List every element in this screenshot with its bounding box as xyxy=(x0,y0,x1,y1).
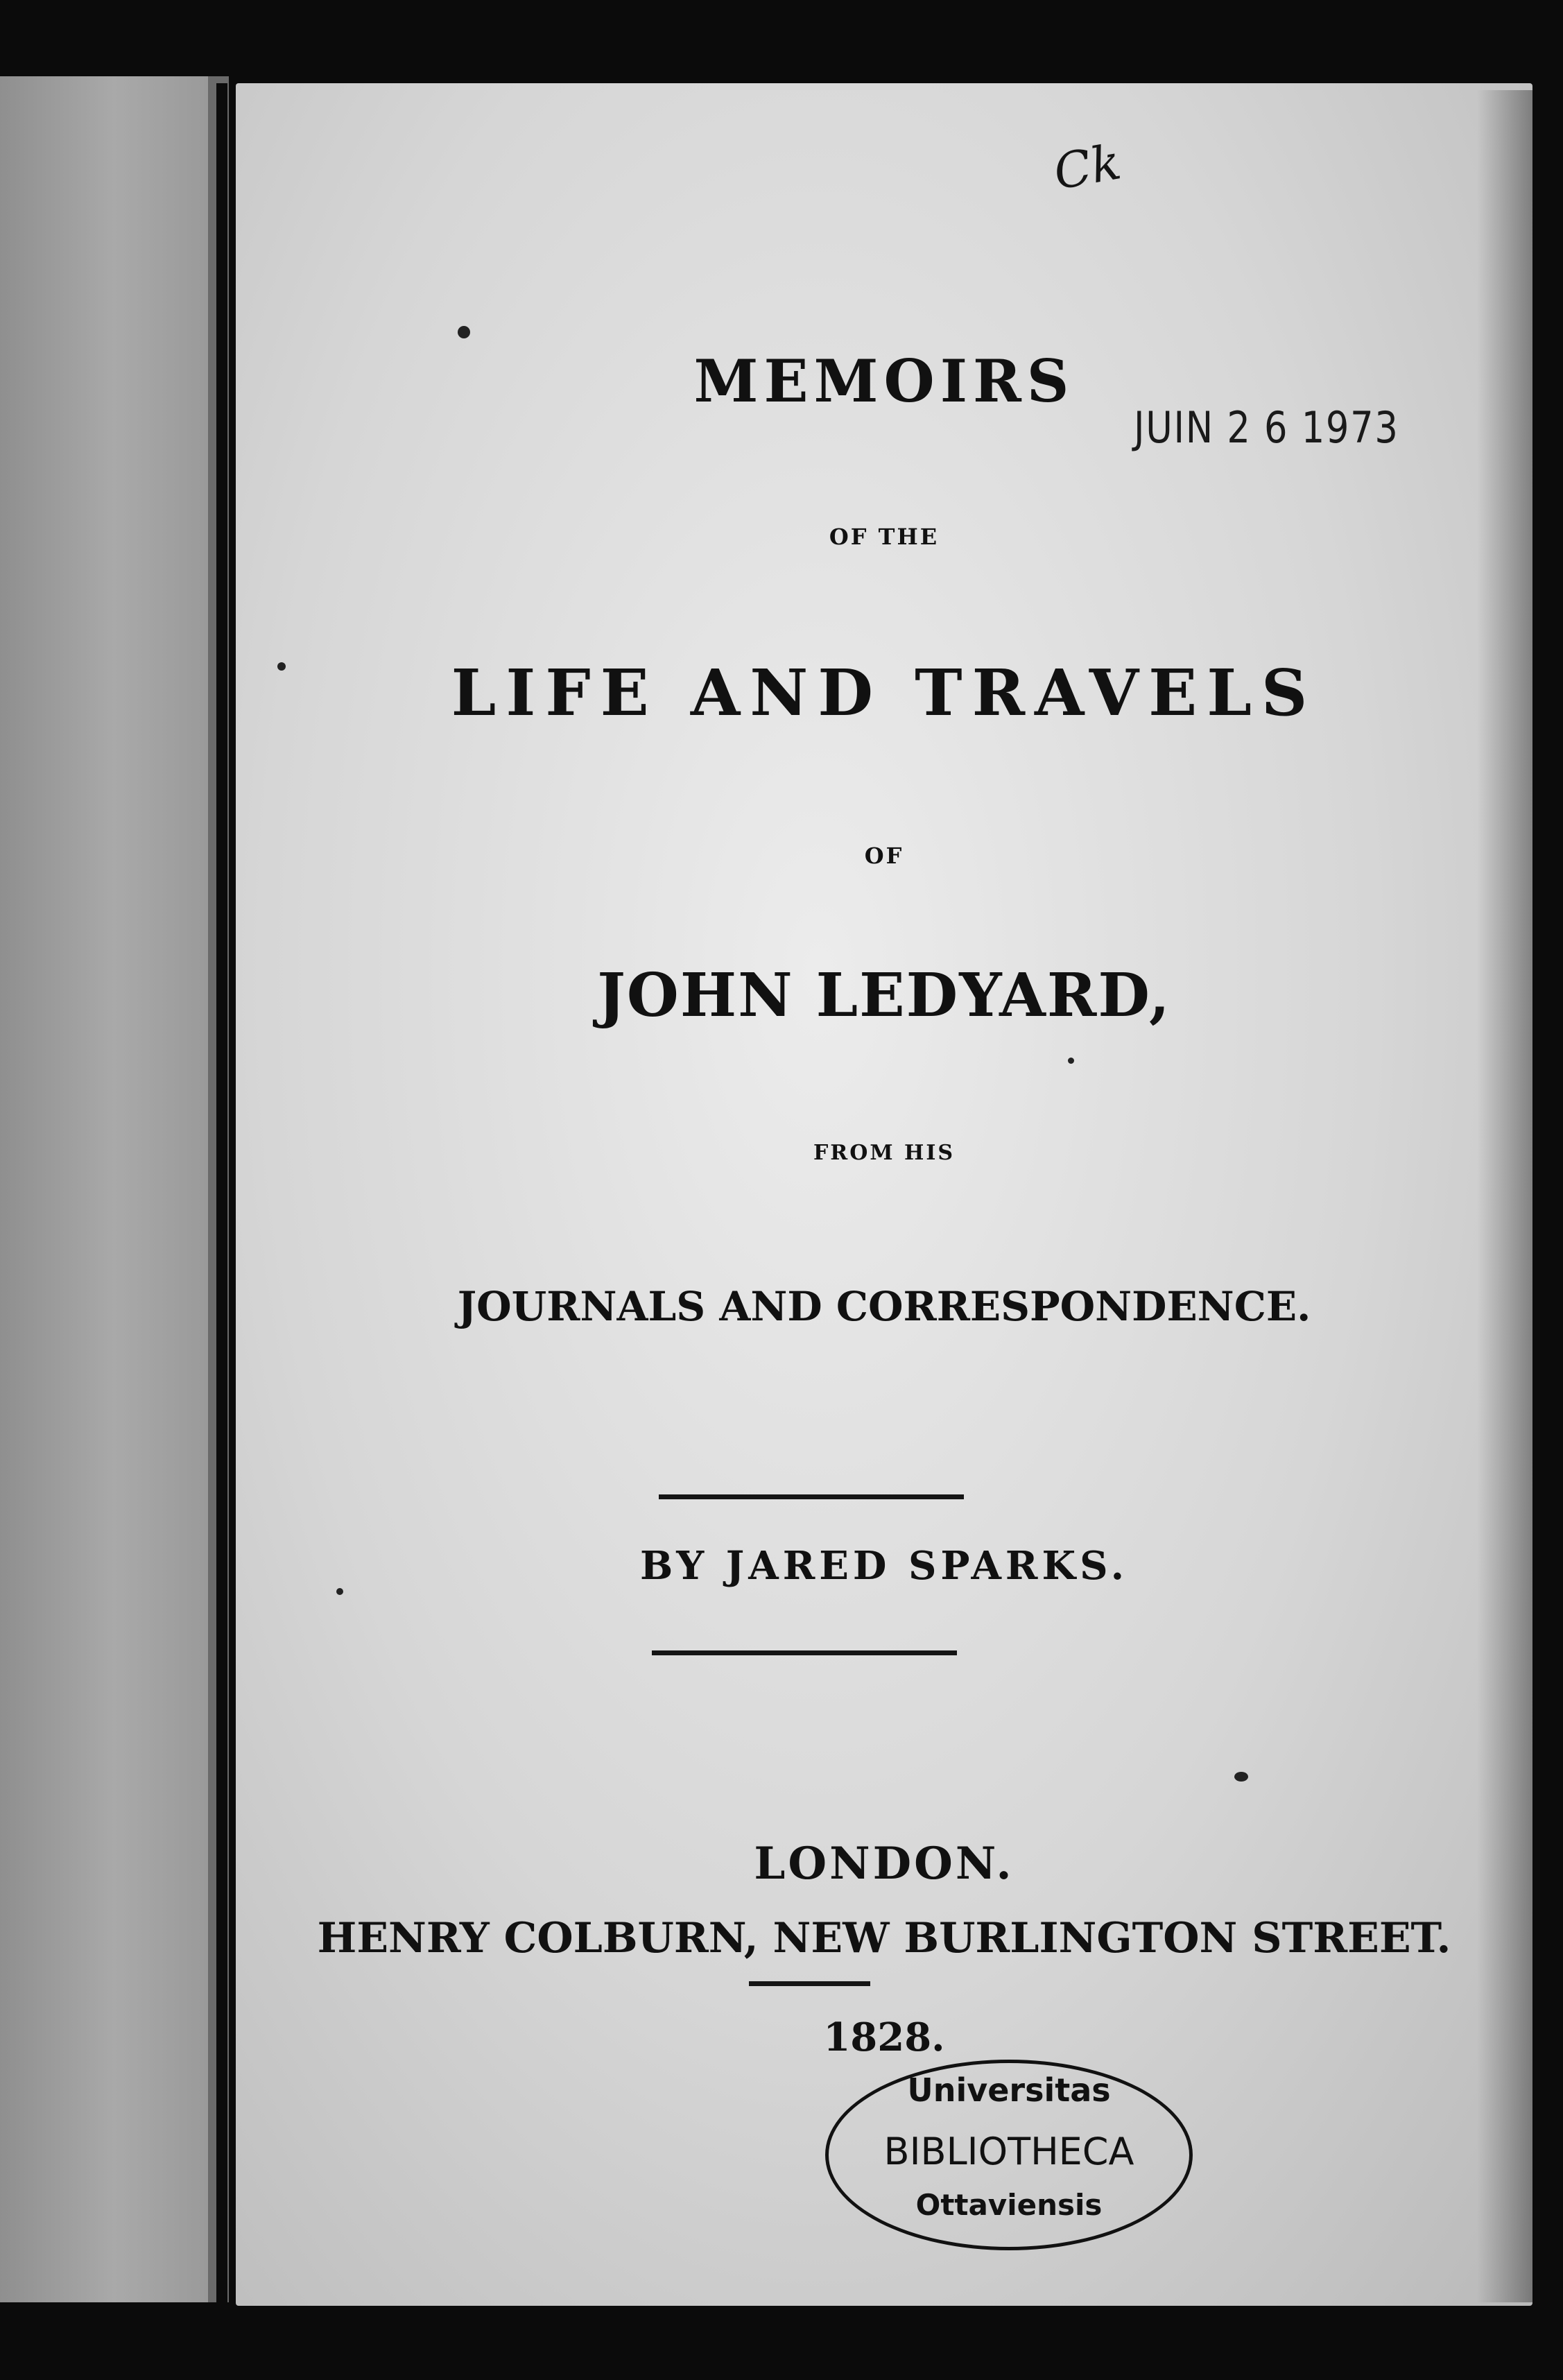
title-john-ledyard: JOHN LEDYARD, xyxy=(597,960,1171,1031)
title-journals: JOURNALS AND CORRESPONDENCE. xyxy=(457,1283,1311,1330)
library-stamp-top: Universitas xyxy=(907,2071,1111,2109)
rule-below-author xyxy=(652,1650,957,1655)
imprint-publisher: HENRY COLBURN, NEW BURLINGTON STREET. xyxy=(317,1914,1451,1963)
library-stamp xyxy=(825,2060,1193,2250)
library-stamp-middle: BIBLIOTHECA xyxy=(883,2130,1134,2173)
left-page-edge xyxy=(0,76,208,2302)
speck xyxy=(1234,1772,1248,1782)
imprint-year: 1828. xyxy=(823,2015,945,2060)
title-memoirs: MEMOIRS xyxy=(693,347,1075,415)
title-of-the: OF THE xyxy=(829,524,940,550)
speck xyxy=(336,1588,343,1595)
speck xyxy=(1068,1058,1074,1064)
imprint-city: LONDON. xyxy=(754,1838,1014,1890)
library-stamp-bottom: Ottaviensis xyxy=(915,2188,1103,2222)
speck xyxy=(458,326,470,338)
speck xyxy=(277,662,286,671)
handwritten-note: Ck xyxy=(1049,133,1125,201)
rule-above-year xyxy=(749,1981,870,1986)
gutter-line xyxy=(216,83,227,2302)
author-line: BY JARED SPARKS. xyxy=(639,1543,1129,1589)
title-of: OF xyxy=(864,843,904,869)
title-life-and-travels: LIFE AND TRAVELS xyxy=(451,655,1318,730)
page-right-edge-shadow xyxy=(1477,90,1532,2302)
date-stamp: JUIN 2 6 1973 xyxy=(1134,402,1399,453)
rule-above-author xyxy=(659,1494,964,1499)
title-from-his: FROM HIS xyxy=(813,1141,956,1165)
